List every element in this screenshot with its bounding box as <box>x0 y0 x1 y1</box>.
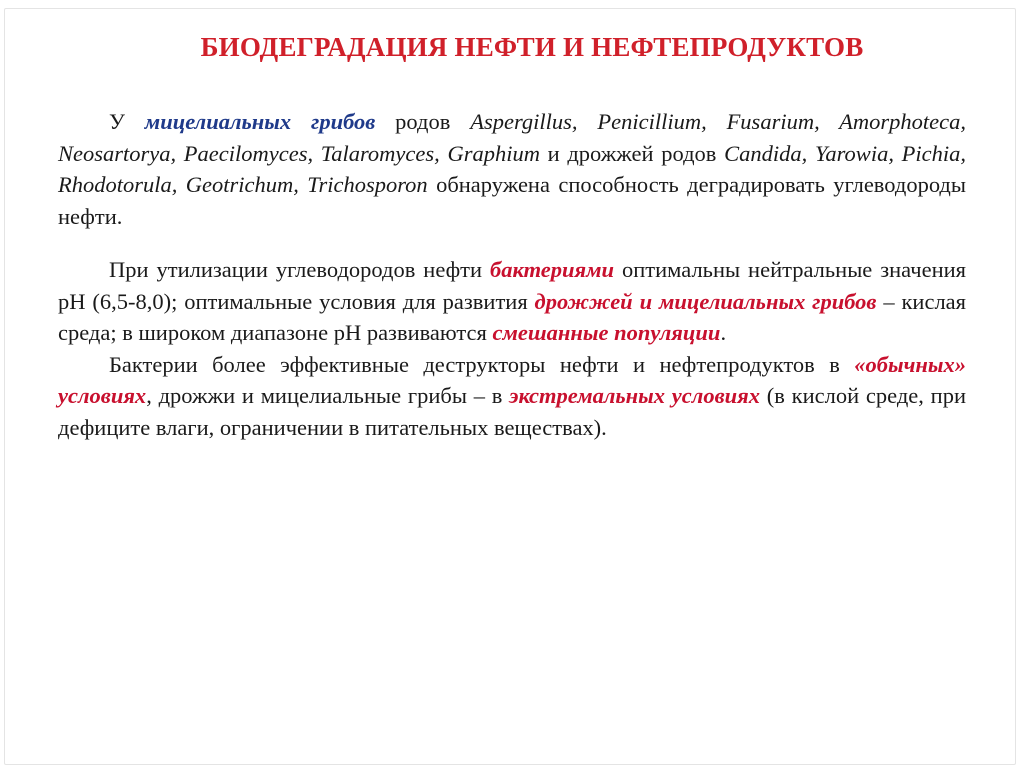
text-run: У <box>109 109 145 134</box>
highlight-extreme-conditions: экстремальных условиях <box>509 383 760 408</box>
highlight-bacteria: бактериями <box>490 257 615 282</box>
highlight-mixed-populations: смешанные популяции <box>492 320 721 345</box>
paragraph-fungi <box>58 106 966 232</box>
paragraph-ph-conditions <box>58 254 966 349</box>
text-run: , дрожжи и мицелиальные грибы – в <box>146 383 510 408</box>
slide-body <box>58 106 966 443</box>
text-run: оптимальны нейтральные значения рН (6,5-8,0); оптимальные условия для развития <box>58 257 966 314</box>
text-run: (в кислой среде, при дефиците влаги, ограничении в питательных веществах). <box>58 383 967 440</box>
text-run: и дрожжей родов <box>539 140 725 166</box>
text-run: . <box>720 320 727 345</box>
paragraph-efficiency <box>58 349 966 444</box>
text-run: При утилизации углеводородов нефти <box>109 257 490 282</box>
highlight-mycelial-fungi: мицелиальных грибов <box>144 109 376 134</box>
highlight-normal-conditions: «обычных» условиях <box>58 351 966 408</box>
genera-list-yeasts: Candida, Yarowia, Pichia, Rhodotorula, Geotrichum, Trichosporon <box>58 140 966 197</box>
highlight-yeasts-fungi: дрожжей и мицелиальных грибов <box>534 288 877 314</box>
text-run: – кислая среда; в широком диапазоне рН развиваются <box>58 288 967 345</box>
text-run: Бактерии более эффективные деструкторы нефти и нефтепродуктов в <box>109 351 855 377</box>
text-run: родов <box>375 109 471 134</box>
genera-list-fungi: Aspergillus, Penicillium, Fusarium, Amorphoteca, Neosartorya, Paecilomyces, Talaromyces, Graphium <box>58 109 966 166</box>
text-run: обнаружена способность деградировать углеводороды нефти. <box>58 172 966 229</box>
slide-title: БИОДЕГРАДАЦИЯ НЕФТИ И НЕФТЕПРОДУКТОВ <box>200 32 864 62</box>
